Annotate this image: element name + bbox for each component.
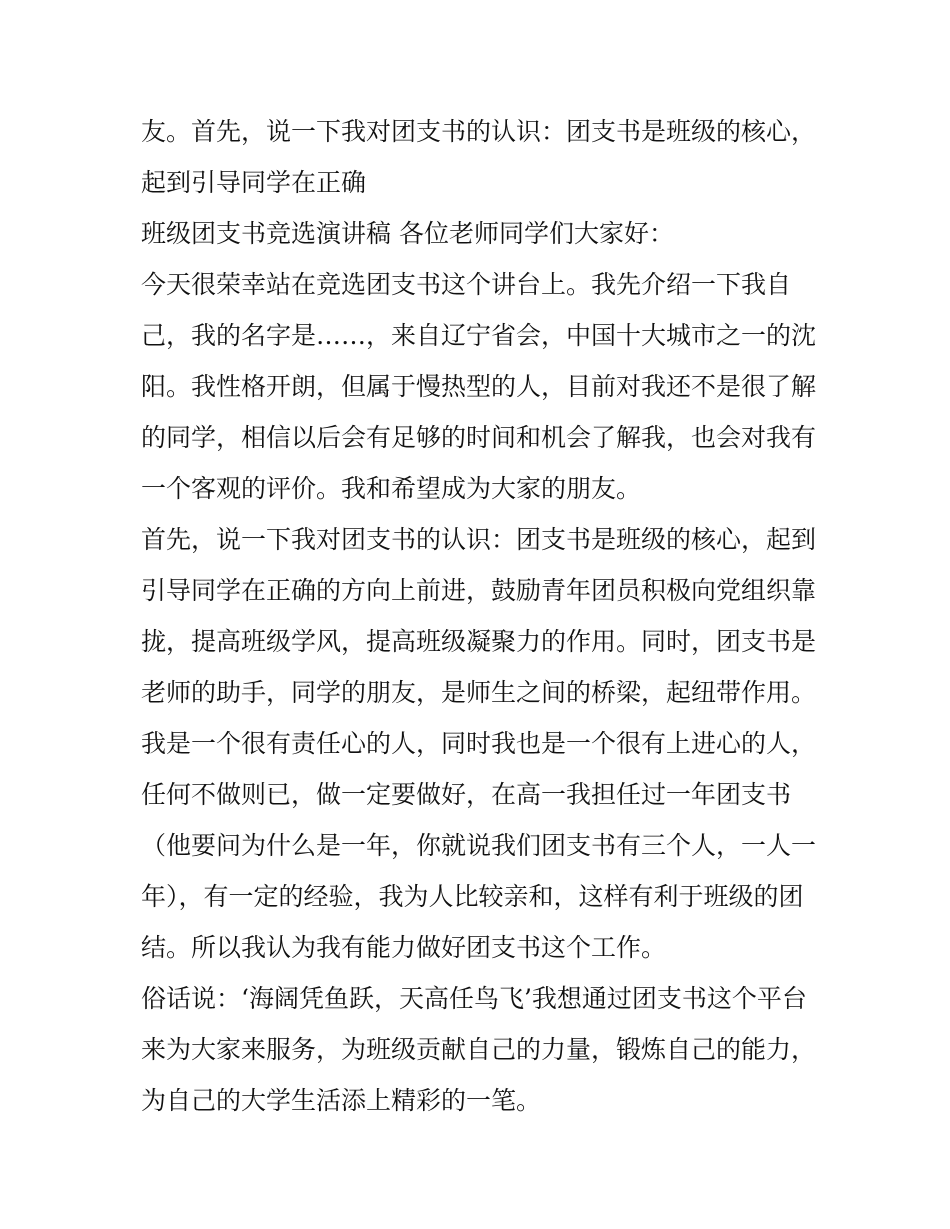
text-line: 任何不做则已，做一定要做好，在高一我担任过一年团支书 (141, 780, 792, 809)
text-line: 己，我的名字是……，来自辽宁省会，中国十大城市之一的沈 (141, 321, 817, 350)
text-line: 的同学，相信以后会有足够的时间和机会了解我，也会对我有 (141, 423, 817, 452)
document-title-line: 班级团支书竞选演讲稿 各位老师同学们大家好： (141, 219, 674, 248)
document-body (141, 106, 821, 1126)
text-line: 为自己的大学生活添上精彩的一笔。 (141, 1086, 542, 1115)
text-line: 结。所以我认为我有能力做好团支书这个工作。 (141, 933, 667, 962)
text-line: 今天很荣幸站在竞选团支书这个讲台上。我先介绍一下我自 (141, 270, 792, 299)
text-line: 来为大家来服务，为班级贡献自己的力量，锻炼自己的能力， (141, 1035, 817, 1064)
text-line: 阳。我性格开朗，但属于慢热型的人，目前对我还不是很了解 (141, 372, 817, 401)
text-line: 首先，说一下我对团支书的认识：团支书是班级的核心，起到 (141, 525, 817, 554)
text-line: 俗话说：‘海阔凭鱼跃，天高任鸟飞’我想通过团支书这个平台 (141, 984, 807, 1013)
text-line: 友。首先，说一下我对团支书的认识：团支书是班级的核心， (141, 117, 817, 146)
text-line: 拢，提高班级学风，提高班级凝聚力的作用。同时，团支书是 (141, 627, 817, 656)
text-line: 一个客观的评价。我和希望成为大家的朋友。 (141, 474, 642, 503)
text-line: 引导同学在正确的方向上前进，鼓励青年团员积极向党组织靠 (141, 576, 817, 605)
text-line: （他要问为什么是一年，你就说我们团支书有三个人，一人一 (141, 831, 817, 860)
text-line: 老师的助手，同学的朋友，是师生之间的桥梁，起纽带作用。 (141, 678, 817, 707)
text-line: 我是一个很有责任心的人，同时我也是一个很有上进心的人， (141, 729, 817, 758)
text-line: 年），有一定的经验，我为人比较亲和，这样有利于班级的团 (141, 882, 804, 911)
text-line: 起到引导同学在正确 (141, 168, 367, 197)
